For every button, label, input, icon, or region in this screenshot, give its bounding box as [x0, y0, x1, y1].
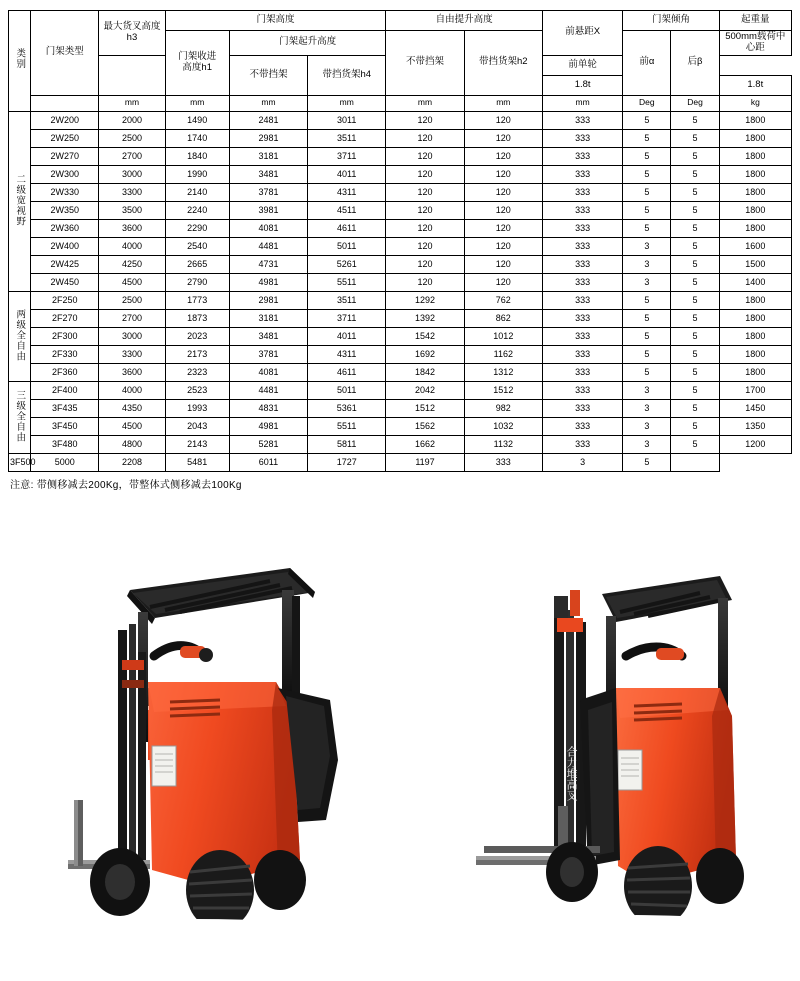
cell-mast-type: 2W450 [31, 273, 99, 291]
category-label: 三级全自由 [14, 389, 26, 443]
cell-tilt-rear: 5 [671, 273, 719, 291]
cell-max-fork-height: 3000 [99, 327, 165, 345]
cell-lift-with-backrest: 4611 [308, 363, 386, 381]
cell-lift-no-backrest: 4081 [229, 363, 307, 381]
unit-front-overhang: mm [542, 95, 622, 111]
cell-capacity: 1600 [719, 237, 791, 255]
cell-mast-type: 3F450 [31, 417, 99, 435]
table-row [9, 147, 792, 165]
cell-mast-retracted: 2023 [165, 327, 229, 345]
cell-tilt-rear: 5 [671, 363, 719, 381]
cell-free-with-backrest: 120 [464, 129, 542, 147]
cell-lift-no-backrest: 4481 [229, 237, 307, 255]
cell-tilt-front: 5 [623, 219, 671, 237]
unit-free-with-backrest: mm [464, 95, 542, 111]
cell-mast-type: 2W400 [31, 237, 99, 255]
cell-tilt-front: 5 [623, 111, 671, 129]
cell-tilt-front: 5 [623, 129, 671, 147]
cell-mast-type: 2F330 [31, 345, 99, 363]
cell-mast-type: 3F480 [31, 435, 99, 453]
cell-free-with-backrest: 120 [464, 237, 542, 255]
cell-lift-with-backrest: 4311 [308, 183, 386, 201]
cell-free-with-backrest: 982 [464, 399, 542, 417]
cell-capacity: 1700 [719, 381, 791, 399]
cell-tilt-rear: 5 [671, 201, 719, 219]
cell-lift-with-backrest: 5811 [308, 435, 386, 453]
cell-front-overhang: 333 [542, 129, 622, 147]
cell-front-overhang: 333 [542, 165, 622, 183]
cell-mast-type: 2F250 [31, 291, 99, 309]
cell-free-with-backrest: 120 [464, 201, 542, 219]
overhead-guard [602, 576, 732, 622]
header-group-front-overhang: 前悬距X [542, 11, 622, 56]
cell-capacity: 1800 [719, 165, 791, 183]
cell-tilt-rear: 5 [671, 327, 719, 345]
unit-tilt-rear: Deg [671, 95, 719, 111]
cell-lift-with-backrest: 4611 [308, 219, 386, 237]
cell-free-with-backrest: 1162 [464, 345, 542, 363]
cell-tilt-rear: 5 [671, 129, 719, 147]
cell-max-fork-height: 4500 [99, 273, 165, 291]
cell-front-overhang: 333 [542, 345, 622, 363]
cell-free-with-backrest: 120 [464, 147, 542, 165]
cell-tilt-rear: 5 [623, 453, 671, 471]
cell-tilt-front: 5 [623, 363, 671, 381]
cell-max-fork-height: 3300 [99, 345, 165, 363]
cell-tilt-front: 3 [623, 255, 671, 273]
cell-free-no-backrest: 1292 [386, 291, 464, 309]
cell-capacity [671, 453, 719, 471]
cell-capacity: 1800 [719, 345, 791, 363]
cell-front-overhang: 333 [542, 237, 622, 255]
specification-table [8, 10, 792, 472]
cell-mast-type: 2F300 [31, 327, 99, 345]
cell-max-fork-height: 4800 [99, 435, 165, 453]
cell-mast-retracted: 2140 [165, 183, 229, 201]
cell-lift-no-backrest: 2481 [229, 111, 307, 129]
cell-mast-type: 2W330 [31, 183, 99, 201]
cell-mast-type: 3F435 [31, 399, 99, 417]
cell-lift-with-backrest: 3711 [308, 309, 386, 327]
cell-free-with-backrest: 120 [464, 273, 542, 291]
cell-free-with-backrest: 120 [464, 165, 542, 183]
cell-free-with-backrest: 120 [464, 219, 542, 237]
cell-tilt-front: 5 [623, 327, 671, 345]
cell-mast-type: 2W250 [31, 129, 99, 147]
cell-tilt-rear: 5 [671, 291, 719, 309]
cell-mast-retracted: 2323 [165, 363, 229, 381]
cell-free-with-backrest: 1132 [464, 435, 542, 453]
cell-capacity: 1400 [719, 273, 791, 291]
cell-free-no-backrest: 1562 [386, 417, 464, 435]
cell-tilt-front: 3 [623, 237, 671, 255]
header-lift-no-backrest: 不带挡架 [229, 55, 307, 95]
cell-max-fork-height: 3500 [99, 201, 165, 219]
cell-lift-no-backrest: 5481 [165, 453, 229, 471]
cell-lift-no-backrest: 3481 [229, 165, 307, 183]
cell-free-no-backrest: 1512 [386, 399, 464, 417]
cell-tilt-front: 5 [623, 201, 671, 219]
table-row [9, 111, 792, 129]
header-mast-type: 门架类型 [31, 11, 99, 96]
cell-max-fork-height: 2000 [99, 111, 165, 129]
cell-lift-no-backrest: 3781 [229, 345, 307, 363]
cell-mast-type: 2W350 [31, 201, 99, 219]
header-max-fork-height: 最大货叉高度 h3 [99, 11, 165, 56]
cell-lift-no-backrest: 4981 [229, 273, 307, 291]
header-mast-retracted: 门架收进 高度h1 [165, 31, 229, 96]
cell-free-no-backrest: 1842 [386, 363, 464, 381]
unit-max-fork-height: mm [99, 95, 165, 111]
cell-lift-with-backrest: 5361 [308, 399, 386, 417]
cell-mast-retracted: 2043 [165, 417, 229, 435]
table-row [9, 129, 792, 147]
forklift-photo-right [420, 560, 760, 960]
cell-free-no-backrest: 120 [386, 147, 464, 165]
unit-lift-no-backrest: mm [229, 95, 307, 111]
table-row [9, 453, 792, 471]
cell-lift-no-backrest: 2981 [229, 291, 307, 309]
table-row [9, 201, 792, 219]
cell-mast-type: 2F270 [31, 309, 99, 327]
cell-lift-with-backrest: 5511 [308, 273, 386, 291]
cell-mast-retracted: 2208 [99, 453, 165, 471]
cell-lift-with-backrest: 3011 [308, 111, 386, 129]
cell-tilt-rear: 5 [671, 381, 719, 399]
cell-free-with-backrest: 1197 [386, 453, 464, 471]
table-row [9, 309, 792, 327]
cell-tilt-front: 5 [623, 345, 671, 363]
table-row [9, 219, 792, 237]
cell-capacity: 1800 [719, 147, 791, 165]
cell-free-no-backrest: 120 [386, 237, 464, 255]
category-label: 二级宽视野 [14, 173, 26, 227]
cell-capacity: 1450 [719, 399, 791, 417]
cell-front-overhang: 333 [464, 453, 542, 471]
cell-lift-no-backrest: 3181 [229, 309, 307, 327]
table-row [9, 399, 792, 417]
cell-free-with-backrest: 120 [464, 183, 542, 201]
cell-mast-retracted: 2523 [165, 381, 229, 399]
cell-max-fork-height: 2700 [99, 309, 165, 327]
table-row [9, 273, 792, 291]
cell-max-fork-height: 3600 [99, 363, 165, 381]
cell-lift-no-backrest: 4731 [229, 255, 307, 273]
cell-lift-no-backrest: 4981 [229, 417, 307, 435]
cell-mast-retracted: 2290 [165, 219, 229, 237]
table-row [9, 165, 792, 183]
cell-front-overhang: 333 [542, 417, 622, 435]
wheels [546, 842, 744, 926]
header-weight-capacity: 1.8t [719, 75, 791, 95]
cell-mast-retracted: 1773 [165, 291, 229, 309]
cell-front-overhang: 333 [542, 147, 622, 165]
cell-lift-with-backrest: 4511 [308, 201, 386, 219]
header-tilt-front: 前α [623, 31, 671, 96]
cell-lift-no-backrest: 3481 [229, 327, 307, 345]
unit-lift-with-backrest: mm [308, 95, 386, 111]
table-row [9, 327, 792, 345]
cell-tilt-rear: 5 [671, 183, 719, 201]
cell-front-overhang: 333 [542, 363, 622, 381]
category-cell [9, 291, 31, 381]
cell-max-fork-height: 4000 [99, 237, 165, 255]
cell-lift-no-backrest: 3781 [229, 183, 307, 201]
cell-free-no-backrest: 120 [386, 219, 464, 237]
cell-front-overhang: 333 [542, 309, 622, 327]
cell-free-with-backrest: 862 [464, 309, 542, 327]
cell-lift-no-backrest: 4831 [229, 399, 307, 417]
cell-free-no-backrest: 1692 [386, 345, 464, 363]
cell-tilt-front: 5 [623, 165, 671, 183]
table-row [9, 291, 792, 309]
cell-lift-with-backrest: 4311 [308, 345, 386, 363]
header-row-1 [9, 11, 792, 31]
cell-front-overhang: 333 [542, 219, 622, 237]
table-row [9, 381, 792, 399]
cell-lift-no-backrest: 5281 [229, 435, 307, 453]
cell-free-no-backrest: 120 [386, 273, 464, 291]
table-row [9, 435, 792, 453]
header-category: 类别 [9, 11, 31, 112]
steering-column [626, 647, 684, 660]
cell-capacity: 1800 [719, 201, 791, 219]
cell-free-no-backrest: 120 [386, 201, 464, 219]
cell-tilt-rear: 5 [671, 219, 719, 237]
cell-max-fork-height: 2500 [99, 129, 165, 147]
cell-mast-retracted: 1993 [165, 399, 229, 417]
cell-lift-with-backrest: 4011 [308, 165, 386, 183]
table-row [9, 255, 792, 273]
cell-free-no-backrest: 1392 [386, 309, 464, 327]
cell-front-overhang: 333 [542, 399, 622, 417]
cell-lift-no-backrest: 3181 [229, 147, 307, 165]
cell-lift-no-backrest: 4081 [229, 219, 307, 237]
cell-mast-type: 2W200 [31, 111, 99, 129]
cell-mast-retracted: 1873 [165, 309, 229, 327]
cell-tilt-rear: 5 [671, 147, 719, 165]
category-cell [9, 381, 31, 453]
cell-tilt-rear: 5 [671, 111, 719, 129]
header-front-single-wheel: 前单轮 [542, 55, 622, 75]
cell-tilt-front: 3 [623, 417, 671, 435]
cell-mast-retracted: 2173 [165, 345, 229, 363]
cell-max-fork-height: 4000 [99, 381, 165, 399]
cell-mast-retracted: 2665 [165, 255, 229, 273]
header-group-mast-height: 门架高度 [165, 11, 386, 31]
cell-capacity: 1800 [719, 219, 791, 237]
unit-mast-retracted: mm [165, 95, 229, 111]
cell-max-fork-height: 2500 [99, 291, 165, 309]
cell-capacity: 1800 [719, 309, 791, 327]
cell-free-no-backrest: 120 [386, 183, 464, 201]
cell-capacity: 1200 [719, 435, 791, 453]
header-max-fork-height-spacer [99, 55, 165, 95]
cell-tilt-front: 5 [623, 147, 671, 165]
table-row [9, 183, 792, 201]
cell-max-fork-height: 4350 [99, 399, 165, 417]
cell-free-no-backrest: 1662 [386, 435, 464, 453]
table-row [9, 417, 792, 435]
cell-tilt-front: 3 [623, 273, 671, 291]
cell-mast-retracted: 1490 [165, 111, 229, 129]
table-body [9, 111, 792, 471]
header-group-mast-lift-height: 门架起升高度 [229, 31, 386, 56]
cell-mast-retracted: 1840 [165, 147, 229, 165]
cell-free-no-backrest: 120 [386, 255, 464, 273]
header-weight-x: 1.8t [542, 75, 622, 95]
cell-free-with-backrest: 120 [464, 255, 542, 273]
cell-front-overhang: 333 [542, 255, 622, 273]
cell-lift-with-backrest: 5261 [308, 255, 386, 273]
cell-capacity: 1800 [719, 363, 791, 381]
header-lift-with-backrest: 带挡货架h4 [308, 55, 386, 95]
cell-free-no-backrest: 1727 [308, 453, 386, 471]
cell-mast-type: 2W425 [31, 255, 99, 273]
cell-front-overhang: 333 [542, 201, 622, 219]
cell-free-no-backrest: 2042 [386, 381, 464, 399]
unit-mast-type [31, 95, 99, 111]
steering-column [154, 646, 213, 662]
cell-tilt-rear: 5 [671, 417, 719, 435]
cell-free-with-backrest: 762 [464, 291, 542, 309]
cell-front-overhang: 333 [542, 183, 622, 201]
cell-max-fork-height: 3000 [99, 165, 165, 183]
cell-mast-type: 2W270 [31, 147, 99, 165]
cell-mast-type: 2F400 [31, 381, 99, 399]
cell-capacity: 1800 [719, 291, 791, 309]
cell-capacity: 1800 [719, 111, 791, 129]
cell-free-with-backrest: 1012 [464, 327, 542, 345]
cell-capacity: 1500 [719, 255, 791, 273]
cell-tilt-front: 3 [623, 435, 671, 453]
header-free-lift-with-backrest: 带挡货架h2 [464, 31, 542, 96]
cell-tilt-front: 5 [623, 309, 671, 327]
cell-mast-type: 2W360 [31, 219, 99, 237]
cell-max-fork-height: 2700 [99, 147, 165, 165]
cell-free-with-backrest: 120 [464, 111, 542, 129]
forklift-photo-left [30, 560, 370, 960]
cell-tilt-front: 3 [623, 399, 671, 417]
header-group-capacity: 起重量 [719, 11, 791, 31]
cell-lift-with-backrest: 4011 [308, 327, 386, 345]
unit-capacity: kg [719, 95, 791, 111]
header-group-free-lift: 自由提升高度 [386, 11, 543, 31]
table-note: 注意: 带侧移减去200Kg，带整体式侧移减去100Kg [10, 479, 242, 491]
cell-lift-no-backrest: 3981 [229, 201, 307, 219]
cell-mast-retracted: 1740 [165, 129, 229, 147]
table-row [9, 345, 792, 363]
cell-mast-retracted: 1990 [165, 165, 229, 183]
cell-free-with-backrest: 1032 [464, 417, 542, 435]
cell-free-no-backrest: 1542 [386, 327, 464, 345]
cell-capacity: 1800 [719, 183, 791, 201]
cell-max-fork-height: 4250 [99, 255, 165, 273]
cell-tilt-front: 3 [623, 381, 671, 399]
cell-tilt-rear: 5 [671, 435, 719, 453]
cell-lift-no-backrest: 4481 [229, 381, 307, 399]
cell-lift-with-backrest: 5011 [308, 237, 386, 255]
cell-tilt-rear: 5 [671, 345, 719, 363]
cell-mast-type: 2W300 [31, 165, 99, 183]
cell-mast-retracted: 2540 [165, 237, 229, 255]
cell-tilt-rear: 5 [671, 237, 719, 255]
cell-lift-with-backrest: 3711 [308, 147, 386, 165]
cell-mast-retracted: 2790 [165, 273, 229, 291]
category-cell [9, 111, 31, 291]
cell-front-overhang: 333 [542, 291, 622, 309]
unit-free-no-backrest: mm [386, 95, 464, 111]
cell-front-overhang: 333 [542, 435, 622, 453]
cell-max-fork-height: 3600 [99, 219, 165, 237]
cell-mast-type: 3F500 [9, 453, 31, 471]
table-row [9, 363, 792, 381]
cell-lift-with-backrest: 3511 [308, 291, 386, 309]
cell-tilt-rear: 5 [671, 309, 719, 327]
cell-mast-retracted: 2240 [165, 201, 229, 219]
unit-tilt-front: Deg [623, 95, 671, 111]
cell-tilt-front: 5 [623, 291, 671, 309]
units-row [9, 95, 792, 111]
table-row [9, 237, 792, 255]
cell-front-overhang: 333 [542, 381, 622, 399]
cell-free-no-backrest: 120 [386, 129, 464, 147]
cell-free-no-backrest: 120 [386, 111, 464, 129]
header-free-lift-no-backrest: 不带挡架 [386, 31, 464, 96]
cell-mast-type: 2F360 [31, 363, 99, 381]
cell-capacity: 1800 [719, 129, 791, 147]
cell-mast-retracted: 2143 [165, 435, 229, 453]
cell-max-fork-height: 4500 [99, 417, 165, 435]
cell-tilt-rear: 5 [671, 165, 719, 183]
cell-lift-with-backrest: 5511 [308, 417, 386, 435]
cell-tilt-front: 3 [542, 453, 622, 471]
cell-free-with-backrest: 1512 [464, 381, 542, 399]
cell-lift-with-backrest: 5011 [308, 381, 386, 399]
header-tilt-rear: 后β [671, 31, 719, 96]
cell-lift-no-backrest: 2981 [229, 129, 307, 147]
cell-tilt-front: 5 [623, 183, 671, 201]
header-load-center: 500mm载荷中心距 [719, 31, 791, 56]
cell-capacity: 1800 [719, 327, 791, 345]
cell-free-with-backrest: 1312 [464, 363, 542, 381]
cell-lift-with-backrest: 3511 [308, 129, 386, 147]
cell-lift-with-backrest: 6011 [229, 453, 307, 471]
cell-free-no-backrest: 120 [386, 165, 464, 183]
wheels [90, 848, 306, 930]
cell-tilt-rear: 5 [671, 399, 719, 417]
product-photos [0, 520, 800, 981]
category-label: 两级全自由 [14, 308, 26, 362]
cell-front-overhang: 333 [542, 273, 622, 291]
cell-max-fork-height: 5000 [31, 453, 99, 471]
header-group-mast-tilt: 门架倾角 [623, 11, 719, 31]
cell-front-overhang: 333 [542, 111, 622, 129]
cell-tilt-rear: 5 [671, 255, 719, 273]
cell-front-overhang: 333 [542, 327, 622, 345]
mast-brand-text: 合力堆高叉 [565, 746, 577, 801]
cell-max-fork-height: 3300 [99, 183, 165, 201]
cell-capacity: 1350 [719, 417, 791, 435]
